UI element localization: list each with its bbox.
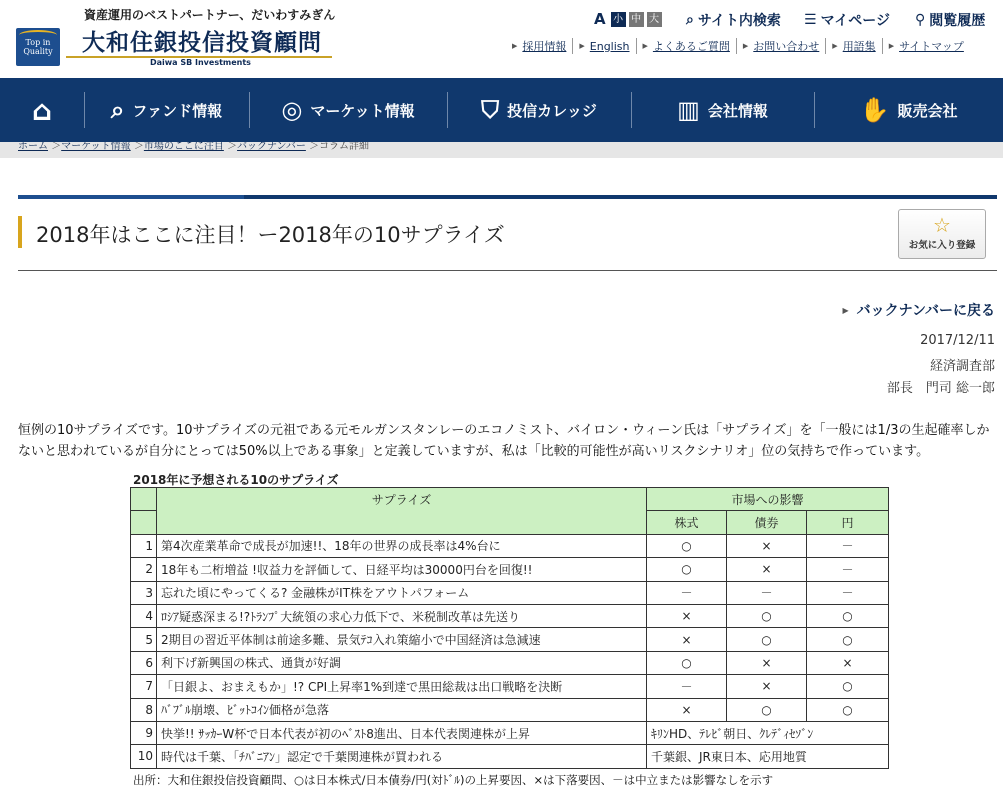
list-icon: ☰: [804, 12, 817, 28]
handshake-icon: ✋: [859, 96, 890, 124]
user-icon: ⚲: [915, 12, 926, 28]
surprise-table: [130, 487, 889, 769]
article-department: 経済調査部: [929, 359, 995, 374]
row-number: 6: [131, 651, 157, 674]
breadcrumb-focus[interactable]: 市場のここに注目: [143, 142, 224, 152]
table-header-yen: 円: [807, 511, 889, 534]
sublink-contact[interactable]: ▶ お問い合わせ: [736, 38, 825, 54]
row-stock-impact: ×: [647, 628, 727, 651]
row-stock-impact: ○: [647, 534, 727, 557]
my-page-label: マイページ: [820, 13, 891, 29]
row-surprise: 「日銀よ、おまえもか」!? CPI上昇率1%到達で黒田総裁は出口戦略を決断: [157, 675, 647, 698]
search-icon: ⌕: [686, 12, 694, 28]
logo-text: Top in Quality: [23, 38, 53, 56]
section-top-rule: [18, 195, 997, 199]
table-source-note: 出所：大和住銀投信投資顧問、○は日本株式/日本債券/円(対ﾄﾞﾙ)の上昇要因、×は下落要因、－は中立または影響なしを示す: [133, 773, 774, 787]
nav-college[interactable]: ⛉ 投信カレッジ: [447, 78, 631, 142]
row-stock-impact: ×: [647, 698, 727, 721]
arrow-right-icon: ▶: [832, 42, 838, 50]
row-stock-impact: －: [647, 675, 727, 698]
star-icon: ☆: [933, 213, 951, 237]
row-related-stocks: ｷﾘﾝHD、ﾃﾚﾋﾞ朝日、ｸﾚﾃﾞｨｾｿﾞﾝ: [647, 721, 889, 744]
site-header: [0, 0, 1003, 78]
logo-swoosh-icon: [19, 30, 57, 40]
breadcrumb-market[interactable]: マーケット情報: [61, 142, 131, 152]
table-row: [131, 604, 889, 627]
arrow-right-icon: ▶: [579, 42, 585, 50]
row-surprise: 快挙!! ｻｯｶｰW杯で日本代表が初のﾍﾞｽﾄ8進出、日本代表関連株が上昇: [157, 721, 647, 744]
home-icon: ⌂: [31, 93, 53, 127]
breadcrumb-current: コラム詳細: [319, 142, 369, 152]
table-row: [131, 534, 889, 557]
row-yen-impact: ○: [807, 698, 889, 721]
nav-fund-info[interactable]: ⌕ ファンド情報: [84, 78, 249, 142]
history-label: 閲覧履歴: [929, 13, 986, 29]
table-row: [131, 651, 889, 674]
sublink-recruit[interactable]: ▶ 採用情報: [512, 40, 567, 53]
row-surprise: 第4次産業革命で成長が加速!!、18年の世界の成長率は4%台に: [157, 534, 647, 557]
row-yen-impact: ×: [807, 651, 889, 674]
breadcrumb-backnumber[interactable]: バックナンバー: [237, 142, 306, 152]
article-intro: 恒例の10サプライズです。10サプライズの元祖である元モルガンスタンレーのエコノミスト、バイロン・ウィーン氏は「サプライズ」を「一般には1/3の生起確率しかないと思われているが自分にとっては50%以上である事象」と定義していますが、私は「比較的可能性が高いリスクシナリオ」位の気持ちで作っています。: [18, 423, 990, 459]
row-yen-impact: －: [807, 581, 889, 604]
font-size-switcher: [594, 10, 662, 28]
row-bond-impact: ×: [727, 558, 807, 581]
arrow-right-icon: ▶: [512, 42, 518, 50]
row-bond-impact: ○: [727, 698, 807, 721]
article-author: 部長 門司 総一郎: [886, 381, 995, 396]
page-title: 2018年はここに注目！ー2018年の10サプライズ: [36, 223, 505, 247]
row-number: 2: [131, 558, 157, 581]
back-number-link[interactable]: ▶ バックナンバーに戻る: [842, 303, 995, 319]
row-number: 4: [131, 604, 157, 627]
table-header-bond: 債券: [727, 511, 807, 534]
table-row: [131, 698, 889, 721]
main-nav: [0, 78, 1003, 142]
nav-home[interactable]: [0, 78, 84, 142]
site-search-link[interactable]: [686, 10, 781, 30]
table-header-surprise: サプライズ: [157, 488, 647, 511]
table-header-number: [131, 488, 157, 511]
table-row: [131, 628, 889, 651]
font-size-medium-button[interactable]: 中: [629, 12, 644, 27]
table-row: [131, 745, 889, 768]
nav-company-info[interactable]: ▥ 会社情報: [631, 78, 814, 142]
breadcrumb-home[interactable]: ホーム: [18, 142, 48, 152]
row-bond-impact: ○: [727, 604, 807, 627]
row-surprise: ﾊﾞﾌﾞﾙ崩壊、ﾋﾞｯﾄｺｲﾝ価格が急落: [157, 698, 647, 721]
article-date: 2017/12/11: [920, 333, 995, 348]
table-header-stock: 株式: [647, 511, 727, 534]
font-size-small-button[interactable]: 小: [611, 12, 626, 27]
table-header-number-lower: [131, 511, 157, 534]
row-surprise: ﾛｼｱ疑惑深まる!?ﾄﾗﾝﾌﾟ大統領の求心力低下で、米税制改革は先送り: [157, 604, 647, 627]
breadcrumb: ホーム ＞マーケット情報 ＞市場のここに注目 ＞バックナンバー ＞コラム詳細: [0, 142, 1003, 158]
row-yen-impact: ○: [807, 628, 889, 651]
row-stock-impact: ○: [647, 651, 727, 674]
title-divider: [18, 270, 997, 271]
row-stock-impact: ×: [647, 604, 727, 627]
table-header-surprise-lower: [157, 511, 647, 534]
nav-market-info[interactable]: ◎ マーケット情報: [249, 78, 447, 142]
my-page-link[interactable]: [804, 10, 890, 30]
row-related-stocks: 千葉銀、JR東日本、応用地質: [647, 745, 889, 768]
title-accent-bar: [18, 216, 22, 248]
table-row: [131, 721, 889, 744]
table-row: [131, 675, 889, 698]
table-row: [131, 581, 889, 604]
row-surprise: 時代は千葉、「ﾁﾊﾞﾆｱﾝ」認定で千葉関連株が買われる: [157, 745, 647, 768]
table-row: [131, 558, 889, 581]
row-yen-impact: ○: [807, 604, 889, 627]
font-size-large-button[interactable]: 大: [647, 12, 662, 27]
row-number: 5: [131, 628, 157, 651]
row-surprise: 利下げ新興国の株式、通貨が好調: [157, 651, 647, 674]
table-header-impact: 市場への影響: [647, 488, 889, 511]
brand-name[interactable]: 大和住銀投信投資顧問: [82, 29, 322, 56]
font-size-icon: A: [594, 10, 606, 28]
arrow-right-icon: ▶: [842, 306, 849, 315]
add-favorite-button[interactable]: [898, 209, 986, 259]
arrow-right-icon: ▶: [642, 42, 648, 50]
row-stock-impact: ○: [647, 558, 727, 581]
row-bond-impact: ○: [727, 628, 807, 651]
row-number: 10: [131, 745, 157, 768]
sublink-sitemap[interactable]: ▶ サイトマップ: [882, 38, 970, 54]
company-logo[interactable]: [16, 28, 60, 66]
row-bond-impact: ×: [727, 651, 807, 674]
utility-links: [506, 38, 970, 54]
row-yen-impact: －: [807, 558, 889, 581]
sublink-glossary[interactable]: ▶ 用語集: [825, 38, 881, 54]
sublink-english[interactable]: ▶ English: [572, 38, 635, 54]
row-number: 9: [131, 721, 157, 744]
table-caption: 2018年に予想される10のサプライズ: [133, 473, 339, 487]
site-search-label: サイト内検索: [697, 13, 781, 29]
row-bond-impact: －: [727, 581, 807, 604]
arrow-right-icon: ▶: [742, 42, 749, 50]
row-bond-impact: ×: [727, 675, 807, 698]
history-link[interactable]: [915, 10, 985, 30]
arrow-right-icon: ▶: [888, 42, 895, 50]
tagline: 資産運用のベストパートナー、だいわすみぎん: [84, 8, 336, 22]
row-surprise: 2期目の習近平体制は前途多難、景気ﾃｺ入れ策縮小で中国経済は急減速: [157, 628, 647, 651]
row-surprise: 18年も二桁増益 !収益力を評価して、日経平均は30000円台を回復!!: [157, 558, 647, 581]
brand-name-en: Daiwa SB Investments: [150, 58, 251, 67]
globe-icon: ◎: [281, 96, 303, 124]
magnifier-icon: ⌕: [110, 96, 125, 124]
row-yen-impact: ○: [807, 675, 889, 698]
row-stock-impact: －: [647, 581, 727, 604]
sublink-faq[interactable]: ▶ よくあるご質問: [636, 38, 736, 54]
row-surprise: 忘れた頃にやってくる? 金融株がIT株をアウトパフォーム: [157, 581, 647, 604]
add-favorite-label: お気に入り登録: [908, 240, 976, 251]
graduation-cap-icon: ⛉: [481, 96, 500, 124]
row-number: 1: [131, 534, 157, 557]
building-icon: ▥: [677, 96, 700, 124]
row-number: 8: [131, 698, 157, 721]
row-number: 3: [131, 581, 157, 604]
row-number: 7: [131, 675, 157, 698]
row-bond-impact: ×: [727, 534, 807, 557]
nav-distributors[interactable]: ✋ 販売会社: [814, 78, 1003, 142]
row-yen-impact: －: [807, 534, 889, 557]
